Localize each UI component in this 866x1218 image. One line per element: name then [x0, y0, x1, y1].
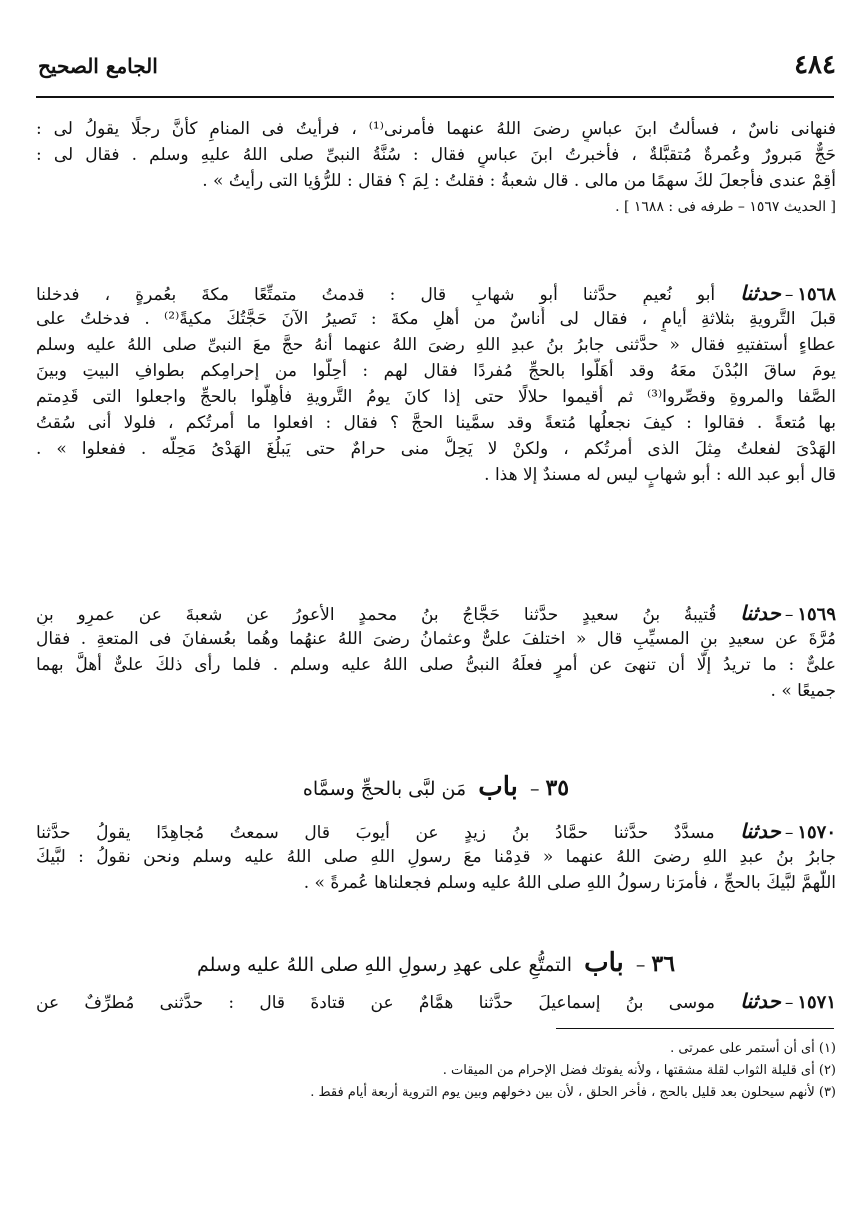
dash: –	[635, 954, 646, 976]
text-line: الصَّفا والمروةِ وقصِّروا⁽³⁾ ثم أقيموا حلالًا حتى إذا كانَ يومُ التَّرويةِ فأهِلُّوا بالحجِّ واجعلوا التى قَدِمتم	[36, 387, 836, 407]
text-line: قال أبو عبد الله : أبو شهابٍ ليس له مسندٌ إلا هذا .	[484, 465, 836, 485]
hadith-number: ١٥٧١	[797, 992, 836, 1013]
footnote: (٢) أى قليلة الثواب لقلة مشقتها ، ولأنه يفوتك فضل الإحرام من الميقات .	[442, 1063, 836, 1078]
bab-word: باب	[584, 948, 624, 978]
text-line: اللَّهمَّ لبَّيكَ بالحجِّ ، فأمرَنا رسولُ اللهِ صلى اللهُ عليه وسلم فجعلناها عُمرةً » .	[303, 873, 836, 893]
paragraph-intro	[36, 116, 836, 220]
text-span: أبو نُعيمٍ حدَّثنا أبو شهابٍ قال : قدمتُ متمتِّعًا مكةَ بعُمرةٍ ، فدخلنا	[36, 285, 716, 305]
dash: –	[784, 823, 794, 843]
text-line	[36, 280, 836, 306]
dash: –	[784, 285, 794, 305]
bab-word: باب	[478, 772, 518, 802]
text-span: موسى بنُ إسماعيلَ حدَّثنا همَّامٌ عن قتادةَ قال : حدَّثنى مُطرِّفٌ عن	[36, 993, 715, 1013]
text-line: علىٌّ : ما تريدُ إلَّا أن تنهىَ عن أمرٍ فعلَهُ النبىُّ صلى اللهُ عليه وسلم . فلما رأى ذلكَ علىٌّ أهلَّ بهما	[36, 655, 836, 675]
hadith-1570	[36, 818, 836, 896]
text-line: جابرُ بنُ عبدِ اللهِ رضىَ اللهُ عنهما « قدِمْنا معَ رسولِ اللهِ صلى اللهُ عليه وسلم ونحن نقولُ : لبَّيكَ	[36, 847, 836, 867]
chapter-title: التمتُّعِ على عهدِ رسولِ اللهِ صلى اللهُ عليه وسلم	[196, 954, 573, 976]
text-line: حَجٌّ مَبرورٌ وعُمرةٌ مُتقبَّلةٌ ، فأخبرتُ ابنَ عباسٍ فقال : سُنَّةُ النبىِّ صلى اللهُ عليهِ وسلم . فقال لى :	[36, 145, 836, 165]
text-line: عطاءٍ أستفتيهِ فقال « حدَّثنى جابرُ بنُ عبدِ اللهِ رضىَ اللهُ عنهما أنهُ حجَّ معَ النبىِّ صلى اللهُ عليه وسلم	[36, 335, 836, 355]
hadith-number: ١٥٦٨	[797, 284, 836, 305]
chapter-title: مَن لبَّى بالحجِّ وسمَّاه	[302, 778, 467, 800]
haddathana-word: حدثنا	[740, 989, 781, 1013]
haddathana-word: حدثنا	[740, 281, 781, 305]
page-header	[38, 50, 836, 90]
footnote: (٣) لأنهم سيحلون بعد قليل بالحج ، فأخر الحلق ، لأن بين دخولهم وبين يوم التروية أربعة أيام فقط .	[310, 1085, 836, 1100]
hadith-1571	[36, 988, 836, 1014]
hadith-number: ١٥٧٠	[797, 822, 836, 843]
text-line: قبلَ التَّرويةِ بثلاثةِ أيامٍ ، فقال لى أُناسٌ من أهلِ مكةَ : تَصيرُ الآنَ حَجَّتُكَ مكيةً⁽²⁾ . فدخلتُ على	[36, 309, 836, 329]
text-line	[36, 818, 836, 844]
hadith-1569	[36, 600, 836, 704]
footnote-rule	[556, 1028, 834, 1029]
header-rule	[36, 96, 834, 98]
chapter-number: ٣٥	[545, 775, 570, 801]
footnote: (١) أى أن أستمر على عمرتى .	[670, 1041, 836, 1056]
text-line: بها مُتعةً . فقالوا : كيفَ نجعلُها مُتعةً وقد سمَّينا الحجَّ ؟ فقال : افعلوا ما أمرتُكم ، فلولا أنى سُقتُ	[36, 413, 836, 433]
dash: –	[784, 605, 794, 625]
haddathana-word: حدثنا	[740, 601, 781, 625]
running-title: الجامع الصحيح	[38, 54, 158, 78]
text-line: أقِمْ عندى فأجعلَ لكَ سهمًا من مالى . قال شعبةُ : فقلتُ : لِمَ ؟ فقال : للرُّؤيا التى رأيتُ » .	[202, 171, 836, 191]
footnotes	[36, 1038, 836, 1104]
hadith-number: ١٥٦٩	[797, 604, 836, 625]
chapter-heading-35	[36, 772, 836, 804]
text-line: فنهانى ناسٌ ، فسألتُ ابنَ عباسٍ رضىَ اللهُ عنهما فأمرنى⁽¹⁾ ، فرأيتُ فى المنامِ كأنَّ رجلًا يقولُ لى :	[36, 119, 836, 139]
haddathana-word: حدثنا	[740, 819, 781, 843]
text-line: يومَ ساقَ البُدْنَ معَهُ وقد أهَلُّوا بالحجِّ مُفردًا فقال لهم : أحِلُّوا من إحرامِكم بطوافِ البيتِ وبينَ	[36, 361, 836, 381]
text-span: مسدَّدٌ حدَّثنا حمَّادُ بنُ زيدٍ عن أيوبَ قال سمعتُ مُجاهِدًا يقولُ حدَّثنا	[36, 823, 715, 843]
text-line	[36, 988, 836, 1014]
text-line	[36, 600, 836, 626]
dash: –	[784, 993, 794, 1013]
chapter-number: ٣٦	[651, 951, 676, 977]
text-span: قُتيبةُ بنُ سعيدٍ حدَّثنا حَجَّاجُ بنُ محمدٍ الأعورُ عن شعبةَ عن عمرِو بنِ	[36, 605, 717, 625]
chapter-heading-36	[36, 948, 836, 980]
page-number: ٤٨٤	[794, 50, 836, 80]
text-line: الهَدْىَ لفعلتُ مِثلَ الذى أمرتُكم ، ولكنْ لا يَحِلُّ منى حرامٌ حتى يَبلُغَ الهَدْىُ مَحِلَّه . ففعلوا » .	[36, 439, 836, 459]
text-line: مُرَّةَ عن سعيدِ بنِ المسيِّبِ قال « اختلفَ علىٌّ وعثمانُ رضىَ اللهُ عنهُما وهُما بعُسفانَ فى المتعةِ . فقال	[36, 629, 836, 649]
dash: –	[529, 778, 540, 800]
text-line: جميعًا » .	[770, 681, 836, 701]
hadith-reference: [ الحديث ١٥٦٧ – طرفه فى : ١٦٨٨ ] .	[615, 199, 836, 215]
hadith-1568	[36, 280, 836, 488]
